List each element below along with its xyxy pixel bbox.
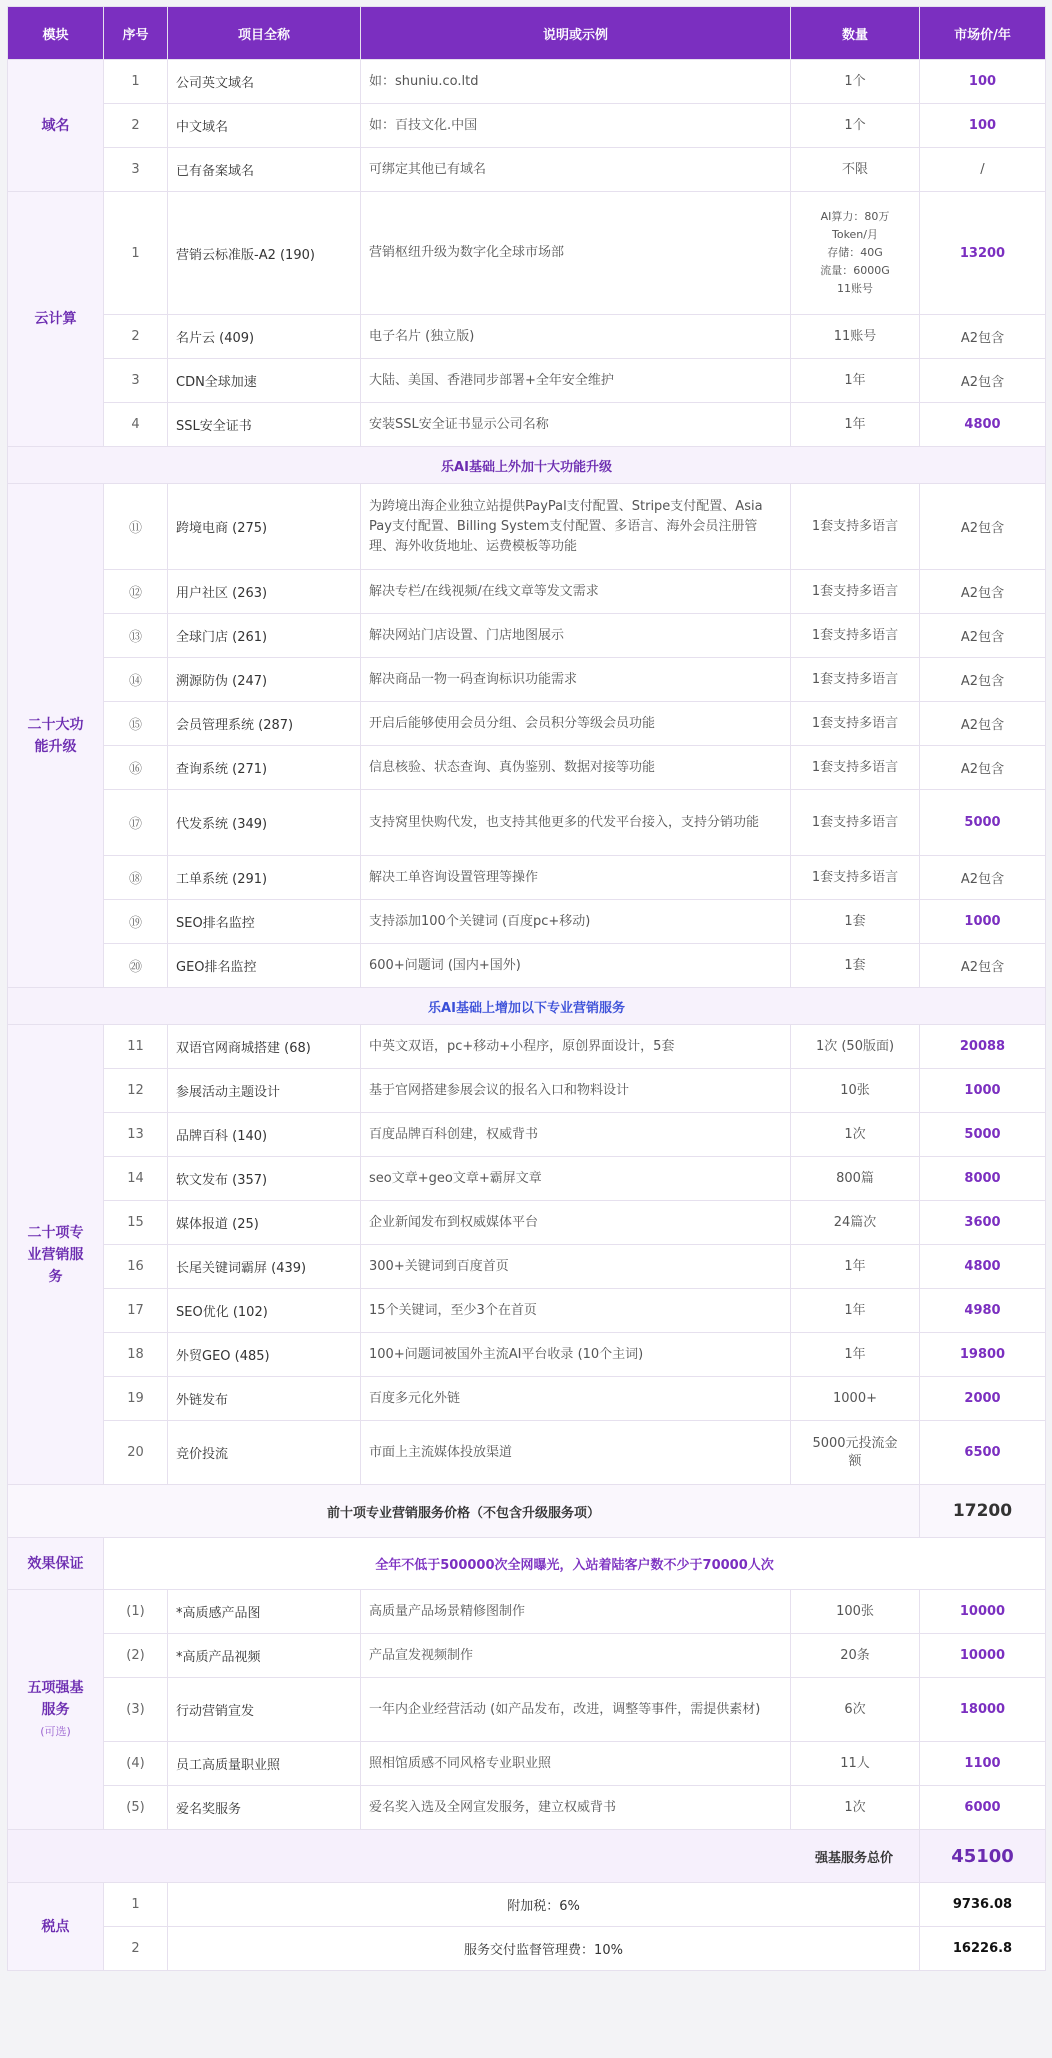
table-row (8, 1742, 1046, 1786)
item-price: A2包含 (920, 614, 1046, 658)
item-desc: 基于官网搭建参展会议的报名入口和物料设计 (361, 1069, 791, 1113)
item-name: *高质产品视频 (168, 1634, 361, 1678)
item-price: A2包含 (920, 315, 1046, 359)
item-price: 20088 (920, 1025, 1046, 1069)
table-row (8, 1245, 1046, 1289)
item-qty: 800篇 (791, 1157, 920, 1201)
item-name: 名片云 (409) (168, 315, 361, 359)
seq: 14 (104, 1157, 168, 1201)
module-strong-optional: (可选) (40, 1724, 71, 1738)
table-header-row (8, 7, 1046, 60)
item-price: 8000 (920, 1157, 1046, 1201)
item-price: 100 (920, 60, 1046, 104)
item-price: 2000 (920, 1377, 1046, 1421)
item-qty: 24篇次 (791, 1201, 920, 1245)
table-row (8, 900, 1046, 944)
seq: 3 (104, 359, 168, 403)
item-qty: 1套支持多语言 (791, 702, 920, 746)
item-qty (791, 1421, 920, 1485)
seq: 3 (104, 148, 168, 192)
item-name: 软文发布 (357) (168, 1157, 361, 1201)
item-desc: 电子名片 (独立版) (361, 315, 791, 359)
item-name: 全球门店 (261) (168, 614, 361, 658)
item-qty: 20条 (791, 1634, 920, 1678)
services-sum-row (8, 1485, 1046, 1538)
item-desc: 100+问题词被国外主流AI平台收录 (10个主词) (361, 1333, 791, 1377)
table-row (8, 1157, 1046, 1201)
module-upgrade-label: 二十大功能升级 (27, 716, 84, 755)
table-row (8, 790, 1046, 856)
module-services (8, 1025, 104, 1485)
module-guarantee: 效果保证 (8, 1538, 104, 1590)
table-row (8, 944, 1046, 988)
item-price: A2包含 (920, 856, 1046, 900)
item-qty: 1套 (791, 944, 920, 988)
item-price: 6000 (920, 1786, 1046, 1830)
seq: 20 (104, 1421, 168, 1485)
item-name: 营销云标准版-A2 (190) (168, 192, 361, 315)
seq: ⑰ (104, 790, 168, 856)
table-row (8, 1678, 1046, 1742)
item-qty: 1套支持多语言 (791, 614, 920, 658)
item-desc: 300+关键词到百度首页 (361, 1245, 791, 1289)
table-row (8, 1377, 1046, 1421)
seq: 2 (104, 1927, 168, 1971)
item-qty: 10张 (791, 1069, 920, 1113)
item-qty: 1套支持多语言 (791, 856, 920, 900)
seq: ⑲ (104, 900, 168, 944)
header-name: 项目全称 (168, 7, 361, 60)
item-desc: 大陆、美国、香港同步部署+全年安全维护 (361, 359, 791, 403)
seq: 13 (104, 1113, 168, 1157)
item-qty: 1套支持多语言 (791, 570, 920, 614)
item-price: A2包含 (920, 944, 1046, 988)
item-desc: 市面上主流媒体投放渠道 (361, 1421, 791, 1485)
item-price: 19800 (920, 1333, 1046, 1377)
item-qty: 11账号 (791, 315, 920, 359)
item-qty: 11人 (791, 1742, 920, 1786)
guarantee-text: 全年不低于500000次全网曝光，入站着陆客户数不少于70000人次 (104, 1538, 1046, 1590)
module-tax: 税点 (8, 1883, 104, 1971)
qty-line: 存储：40G (827, 246, 883, 259)
item-qty: 1个 (791, 104, 920, 148)
item-qty: 1套支持多语言 (791, 484, 920, 570)
section-upgrade-title: 乐AI基础上外加十大功能升级 (8, 447, 1046, 484)
item-qty: 1次 (791, 1113, 920, 1157)
table-row (8, 1421, 1046, 1485)
item-desc: 高质量产品场景精修图制作 (361, 1590, 791, 1634)
section-services-title: 乐AI基础上增加以下专业营销服务 (8, 988, 1046, 1025)
table-row (8, 1883, 1046, 1927)
table-row (8, 148, 1046, 192)
table-row (8, 1113, 1046, 1157)
section-row (8, 988, 1046, 1025)
item-desc: 支持添加100个关键词 (百度pc+移动) (361, 900, 791, 944)
item-desc: 安装SSL安全证书显示公司名称 (361, 403, 791, 447)
header-price: 市场价/年 (920, 7, 1046, 60)
item-qty: 6次 (791, 1678, 920, 1742)
item-name: 会员管理系统 (287) (168, 702, 361, 746)
qty-line: Token/月 (831, 228, 878, 241)
item-desc: 百度多元化外链 (361, 1377, 791, 1421)
seq: 11 (104, 1025, 168, 1069)
item-name: 用户社区 (263) (168, 570, 361, 614)
item-qty: 1年 (791, 403, 920, 447)
item-name: 媒体报道 (25) (168, 1201, 361, 1245)
item-price: / (920, 148, 1046, 192)
seq: 16 (104, 1245, 168, 1289)
item-desc: 爱名奖入选及全网宣发服务，建立权威背书 (361, 1786, 791, 1830)
item-desc: 如：shuniu.co.ltd (361, 60, 791, 104)
table-row (8, 359, 1046, 403)
module-domain: 域名 (8, 60, 104, 192)
seq: 18 (104, 1333, 168, 1377)
seq: 1 (104, 1883, 168, 1927)
seq: (5) (104, 1786, 168, 1830)
item-desc: 解决专栏/在线视频/在线文章等发文需求 (361, 570, 791, 614)
section-row (8, 447, 1046, 484)
qty-text: 5000元投流金额 (812, 1435, 898, 1469)
module-strong-label: 五项强基服务 (27, 1679, 84, 1718)
item-desc: 解决工单咨询设置管理等操作 (361, 856, 791, 900)
item-name: 跨境电商 (275) (168, 484, 361, 570)
table-row (8, 1927, 1046, 1971)
seq: 1 (104, 192, 168, 315)
item-name: 溯源防伪 (247) (168, 658, 361, 702)
table-row (8, 746, 1046, 790)
item-price: A2包含 (920, 570, 1046, 614)
item-price: 1000 (920, 900, 1046, 944)
item-qty: 1套支持多语言 (791, 790, 920, 856)
table-row (8, 1069, 1046, 1113)
item-name: 竞价投流 (168, 1421, 361, 1485)
item-price: A2包含 (920, 746, 1046, 790)
seq: 4 (104, 403, 168, 447)
table-row (8, 315, 1046, 359)
item-desc: 为跨境出海企业独立站提供PayPal支付配置、Stripe支付配置、Asia Pay支付配置、Billing System支付配置、多语言、海外会员注册管理、海外收货地址、运费模板等功能 (361, 484, 791, 570)
item-name: CDN全球加速 (168, 359, 361, 403)
seq: ⑱ (104, 856, 168, 900)
seq: (2) (104, 1634, 168, 1678)
table-row (8, 1786, 1046, 1830)
services-sum-label: 前十项专业营销服务价格（不包含升级服务项） (8, 1485, 920, 1538)
item-desc: 产品宣发视频制作 (361, 1634, 791, 1678)
item-name: 品牌百科 (140) (168, 1113, 361, 1157)
item-desc: 支持窝里快购代发，也支持其他更多的代发平台接入，支持分销功能 (361, 790, 791, 856)
item-name: 中文域名 (168, 104, 361, 148)
header-desc: 说明或示例 (361, 7, 791, 60)
item-name: 长尾关键词霸屏 (439) (168, 1245, 361, 1289)
tax-label: 服务交付监督管理费：10% (168, 1927, 920, 1971)
item-desc: 营销枢纽升级为数字化全球市场部 (361, 192, 791, 315)
item-desc: 照相馆质感不同风格专业职业照 (361, 1742, 791, 1786)
header-module: 模块 (8, 7, 104, 60)
item-price: A2包含 (920, 658, 1046, 702)
seq: (3) (104, 1678, 168, 1742)
item-price: 1100 (920, 1742, 1046, 1786)
item-name: 参展活动主题设计 (168, 1069, 361, 1113)
item-qty: 1次 (791, 1786, 920, 1830)
seq: ⑪ (104, 484, 168, 570)
table-row (8, 1333, 1046, 1377)
seq: 2 (104, 104, 168, 148)
item-name: 爱名奖服务 (168, 1786, 361, 1830)
seq: ⑭ (104, 658, 168, 702)
item-qty: 1个 (791, 60, 920, 104)
item-desc: 信息核验、状态查询、真伪鉴别、数据对接等功能 (361, 746, 791, 790)
item-name: 外贸GEO (485) (168, 1333, 361, 1377)
item-qty (791, 192, 920, 315)
item-name: 外链发布 (168, 1377, 361, 1421)
module-cloud: 云计算 (8, 192, 104, 447)
item-name: SEO排名监控 (168, 900, 361, 944)
item-price: 4800 (920, 1245, 1046, 1289)
item-desc: 企业新闻发布到权威媒体平台 (361, 1201, 791, 1245)
item-price: A2包含 (920, 484, 1046, 570)
item-price: 4980 (920, 1289, 1046, 1333)
table-row (8, 1634, 1046, 1678)
item-qty: 1套 (791, 900, 920, 944)
item-desc: 15个关键词，至少3个在首页 (361, 1289, 791, 1333)
tax-value: 9736.08 (920, 1883, 1046, 1927)
item-price: 10000 (920, 1590, 1046, 1634)
item-qty: 1000+ (791, 1377, 920, 1421)
item-price: A2包含 (920, 702, 1046, 746)
table-row (8, 403, 1046, 447)
item-price: 6500 (920, 1421, 1046, 1485)
item-price: 13200 (920, 192, 1046, 315)
item-name: SSL安全证书 (168, 403, 361, 447)
item-desc: seo文章+geo文章+霸屏文章 (361, 1157, 791, 1201)
module-services-label: 二十项专业营销服务 (27, 1224, 84, 1285)
strong-sum-label: 强基服务总价 (8, 1830, 920, 1883)
seq: ⑮ (104, 702, 168, 746)
item-qty: 1年 (791, 359, 920, 403)
item-desc: 开启后能够使用会员分组、会员积分等级会员功能 (361, 702, 791, 746)
item-desc: 百度品牌百科创建，权威背书 (361, 1113, 791, 1157)
item-desc: 解决商品一物一码查询标识功能需求 (361, 658, 791, 702)
table-row (8, 702, 1046, 746)
table-row (8, 1025, 1046, 1069)
item-name: 工单系统 (291) (168, 856, 361, 900)
strong-sum-row (8, 1830, 1046, 1883)
item-qty: 1套支持多语言 (791, 658, 920, 702)
table-row (8, 658, 1046, 702)
item-qty: 1年 (791, 1333, 920, 1377)
item-qty: 1次 (50版面) (791, 1025, 920, 1069)
tax-value: 16226.8 (920, 1927, 1046, 1971)
item-price: 4800 (920, 403, 1046, 447)
price-table (7, 6, 1046, 1971)
table-row (8, 484, 1046, 570)
header-seq: 序号 (104, 7, 168, 60)
item-price: 10000 (920, 1634, 1046, 1678)
item-price: 5000 (920, 1113, 1046, 1157)
item-desc: 一年内企业经营活动 (如产品发布，改进，调整等事件，需提供素材) (361, 1678, 791, 1742)
item-name: 公司英文域名 (168, 60, 361, 104)
table-row (8, 60, 1046, 104)
item-desc: 如：百技文化.中国 (361, 104, 791, 148)
qty-line: AI算力：80万 (820, 210, 890, 223)
seq: ⑬ (104, 614, 168, 658)
seq: (4) (104, 1742, 168, 1786)
item-name: 代发系统 (349) (168, 790, 361, 856)
item-desc: 600+问题词 (国内+国外) (361, 944, 791, 988)
qty-line: 11账号 (837, 282, 873, 295)
table-row (8, 1590, 1046, 1634)
item-qty: 1套支持多语言 (791, 746, 920, 790)
item-qty: 100张 (791, 1590, 920, 1634)
table-row (8, 104, 1046, 148)
item-qty: 1年 (791, 1289, 920, 1333)
item-desc: 中英文双语，pc+移动+小程序，原创界面设计，5套 (361, 1025, 791, 1069)
module-upgrade (8, 484, 104, 988)
seq: ⑯ (104, 746, 168, 790)
item-name: 员工高质量职业照 (168, 1742, 361, 1786)
item-desc: 解决网站门店设置、门店地图展示 (361, 614, 791, 658)
item-price: A2包含 (920, 359, 1046, 403)
header-qty: 数量 (791, 7, 920, 60)
table-row (8, 1201, 1046, 1245)
item-price: 100 (920, 104, 1046, 148)
item-qty: 1年 (791, 1245, 920, 1289)
qty-line: 流量：6000G (820, 264, 890, 277)
seq: ⑫ (104, 570, 168, 614)
services-sum-value: 17200 (920, 1485, 1046, 1538)
seq: 19 (104, 1377, 168, 1421)
seq: ⑳ (104, 944, 168, 988)
item-price: 5000 (920, 790, 1046, 856)
seq: (1) (104, 1590, 168, 1634)
item-name: 行动营销宣发 (168, 1678, 361, 1742)
table-row (8, 570, 1046, 614)
strong-sum-value: 45100 (920, 1830, 1046, 1883)
item-name: 已有备案域名 (168, 148, 361, 192)
table-row (8, 614, 1046, 658)
guarantee-row (8, 1538, 1046, 1590)
item-name: 双语官网商城搭建 (68) (168, 1025, 361, 1069)
seq: 12 (104, 1069, 168, 1113)
item-price: 1000 (920, 1069, 1046, 1113)
item-price: 18000 (920, 1678, 1046, 1742)
item-name: SEO优化 (102) (168, 1289, 361, 1333)
table-row (8, 192, 1046, 315)
item-name: GEO排名监控 (168, 944, 361, 988)
tax-label: 附加税：6% (168, 1883, 920, 1927)
item-price: 3600 (920, 1201, 1046, 1245)
seq: 1 (104, 60, 168, 104)
item-name: 查询系统 (271) (168, 746, 361, 790)
seq: 15 (104, 1201, 168, 1245)
seq: 2 (104, 315, 168, 359)
item-desc: 可绑定其他已有域名 (361, 148, 791, 192)
table-row (8, 1289, 1046, 1333)
seq: 17 (104, 1289, 168, 1333)
module-strong (8, 1590, 104, 1830)
table-row (8, 856, 1046, 900)
item-name: *高质感产品图 (168, 1590, 361, 1634)
item-qty: 不限 (791, 148, 920, 192)
